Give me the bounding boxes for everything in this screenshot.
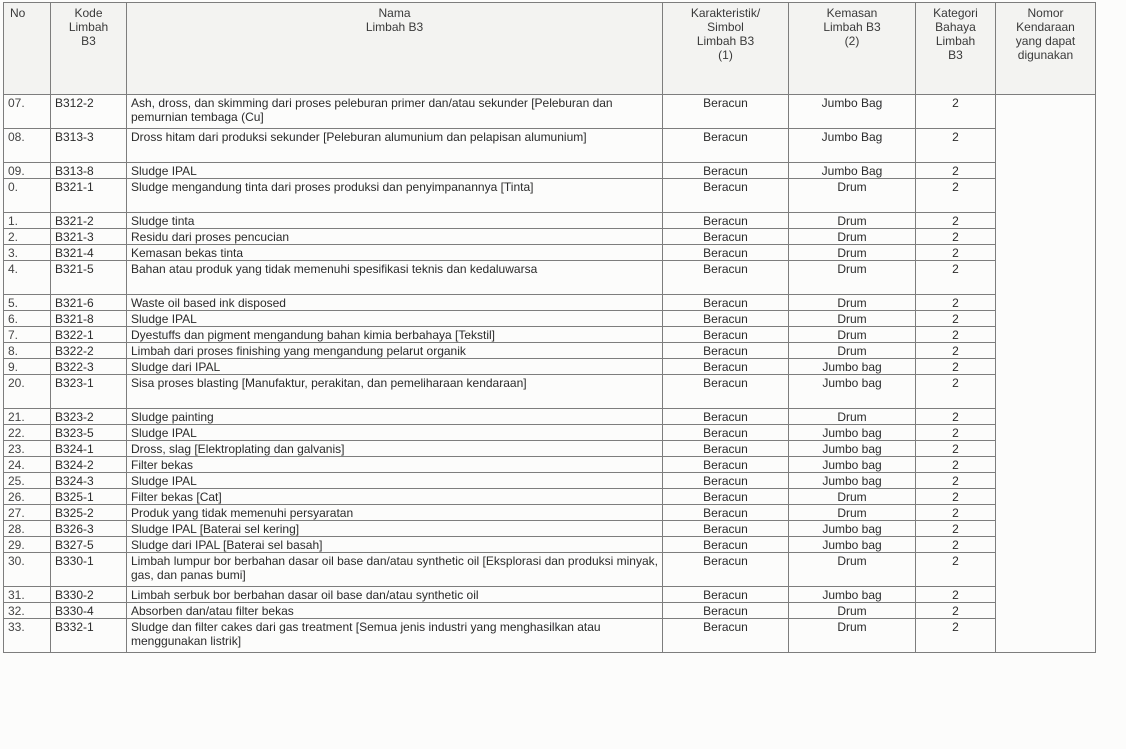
row-no-cell: 9. xyxy=(4,359,51,375)
table-row xyxy=(4,619,1096,653)
table-row xyxy=(4,603,1096,619)
row-no-cell: 5. xyxy=(4,295,51,311)
row-name-cell: Produk yang tidak memenuhi persyaratan xyxy=(127,505,663,521)
row-name-cell: Dross, slag [Elektroplating dan galvanis] xyxy=(127,441,663,457)
row-code-cell: B326-3 xyxy=(51,521,127,537)
table-row xyxy=(4,229,1096,245)
row-no-cell: 2. xyxy=(4,229,51,245)
table-row xyxy=(4,163,1096,179)
row-category-cell: 2 xyxy=(916,343,996,359)
row-category-cell: 2 xyxy=(916,179,996,213)
table-body xyxy=(4,95,1096,653)
row-name-cell: Filter bekas xyxy=(127,457,663,473)
row-packaging-cell: Jumbo bag xyxy=(789,441,916,457)
row-packaging-cell: Drum xyxy=(789,505,916,521)
row-code-cell: B325-1 xyxy=(51,489,127,505)
row-characteristic-cell: Beracun xyxy=(663,213,789,229)
row-name-cell: Sludge IPAL xyxy=(127,473,663,489)
row-category-cell: 2 xyxy=(916,489,996,505)
row-name-cell: Sludge tinta xyxy=(127,213,663,229)
header-no: No xyxy=(4,3,51,95)
row-name-cell: Sludge IPAL xyxy=(127,163,663,179)
row-packaging-cell: Jumbo bag xyxy=(789,473,916,489)
row-no-cell: 25. xyxy=(4,473,51,489)
row-packaging-cell: Jumbo Bag xyxy=(789,129,916,163)
row-name-cell: Limbah lumpur bor berbahan dasar oil base dan/atau synthetic oil [Eksplorasi dan produksi minyak, gas, dan panas bumi] xyxy=(127,553,663,587)
row-category-cell: 2 xyxy=(916,213,996,229)
row-packaging-cell: Drum xyxy=(789,409,916,425)
row-no-cell: 31. xyxy=(4,587,51,603)
row-no-cell: 32. xyxy=(4,603,51,619)
row-name-cell: Ash, dross, dan skimming dari proses peleburan primer dan/atau sekunder [Peleburan dan pemurnian tembaga (Cu] xyxy=(127,95,663,129)
row-code-cell: B323-2 xyxy=(51,409,127,425)
table-row xyxy=(4,425,1096,441)
row-characteristic-cell: Beracun xyxy=(663,553,789,587)
row-category-cell: 2 xyxy=(916,505,996,521)
row-name-cell: Sludge dari IPAL xyxy=(127,359,663,375)
row-name-cell: Sludge IPAL [Baterai sel kering] xyxy=(127,521,663,537)
row-code-cell: B321-5 xyxy=(51,261,127,295)
row-name-cell: Sludge mengandung tinta dari proses produksi dan penyimpanannya [Tinta] xyxy=(127,179,663,213)
row-packaging-cell: Jumbo Bag xyxy=(789,95,916,129)
table-row xyxy=(4,505,1096,521)
row-packaging-cell: Drum xyxy=(789,261,916,295)
row-packaging-cell: Drum xyxy=(789,295,916,311)
row-packaging-cell: Drum xyxy=(789,179,916,213)
table-row xyxy=(4,441,1096,457)
row-characteristic-cell: Beracun xyxy=(663,179,789,213)
row-no-cell: 8. xyxy=(4,343,51,359)
row-code-cell: B321-6 xyxy=(51,295,127,311)
row-characteristic-cell: Beracun xyxy=(663,425,789,441)
row-no-cell: 09. xyxy=(4,163,51,179)
row-packaging-cell: Jumbo bag xyxy=(789,457,916,473)
row-no-cell: 26. xyxy=(4,489,51,505)
row-packaging-cell: Drum xyxy=(789,229,916,245)
row-name-cell: Residu dari proses pencucian xyxy=(127,229,663,245)
row-code-cell: B313-3 xyxy=(51,129,127,163)
row-packaging-cell: Drum xyxy=(789,343,916,359)
row-name-cell: Sludge painting xyxy=(127,409,663,425)
row-code-cell: B321-4 xyxy=(51,245,127,261)
row-code-cell: B332-1 xyxy=(51,619,127,653)
row-category-cell: 2 xyxy=(916,261,996,295)
hazardous-waste-table xyxy=(3,2,1096,653)
row-name-cell: Sludge dan filter cakes dari gas treatment [Semua jenis industri yang menghasilkan atau menggunakan listrik] xyxy=(127,619,663,653)
table-row xyxy=(4,553,1096,587)
row-category-cell: 2 xyxy=(916,295,996,311)
row-category-cell: 2 xyxy=(916,359,996,375)
row-code-cell: B324-2 xyxy=(51,457,127,473)
row-characteristic-cell: Beracun xyxy=(663,343,789,359)
table-row xyxy=(4,375,1096,409)
row-vehicle-cell xyxy=(996,95,1096,653)
row-packaging-cell: Jumbo bag xyxy=(789,537,916,553)
table-row xyxy=(4,261,1096,295)
row-characteristic-cell: Beracun xyxy=(663,409,789,425)
row-code-cell: B330-1 xyxy=(51,553,127,587)
row-code-cell: B313-8 xyxy=(51,163,127,179)
table-row xyxy=(4,327,1096,343)
header-code: Kode Limbah B3 xyxy=(51,3,127,95)
row-category-cell: 2 xyxy=(916,163,996,179)
row-packaging-cell: Jumbo bag xyxy=(789,359,916,375)
row-category-cell: 2 xyxy=(916,537,996,553)
row-characteristic-cell: Beracun xyxy=(663,311,789,327)
row-characteristic-cell: Beracun xyxy=(663,441,789,457)
row-packaging-cell: Jumbo bag xyxy=(789,375,916,409)
row-characteristic-cell: Beracun xyxy=(663,245,789,261)
row-name-cell: Filter bekas [Cat] xyxy=(127,489,663,505)
table-row xyxy=(4,295,1096,311)
row-characteristic-cell: Beracun xyxy=(663,473,789,489)
table-row xyxy=(4,521,1096,537)
row-characteristic-cell: Beracun xyxy=(663,163,789,179)
row-characteristic-cell: Beracun xyxy=(663,603,789,619)
table-row xyxy=(4,457,1096,473)
row-no-cell: 07. xyxy=(4,95,51,129)
row-no-cell: 28. xyxy=(4,521,51,537)
row-category-cell: 2 xyxy=(916,619,996,653)
row-name-cell: Sludge dari IPAL [Baterai sel basah] xyxy=(127,537,663,553)
row-no-cell: 1. xyxy=(4,213,51,229)
row-code-cell: B324-1 xyxy=(51,441,127,457)
table-row xyxy=(4,489,1096,505)
header-row xyxy=(4,3,1096,95)
row-category-cell: 2 xyxy=(916,425,996,441)
row-packaging-cell: Drum xyxy=(789,245,916,261)
row-no-cell: 23. xyxy=(4,441,51,457)
row-category-cell: 2 xyxy=(916,375,996,409)
header-category: Kategori Bahaya Limbah B3 xyxy=(916,3,996,95)
row-category-cell: 2 xyxy=(916,473,996,489)
row-no-cell: 24. xyxy=(4,457,51,473)
row-code-cell: B330-2 xyxy=(51,587,127,603)
row-characteristic-cell: Beracun xyxy=(663,261,789,295)
table-row xyxy=(4,95,1096,129)
row-category-cell: 2 xyxy=(916,129,996,163)
row-packaging-cell: Drum xyxy=(789,619,916,653)
row-packaging-cell: Drum xyxy=(789,553,916,587)
row-code-cell: B321-1 xyxy=(51,179,127,213)
row-name-cell: Sludge IPAL xyxy=(127,425,663,441)
row-category-cell: 2 xyxy=(916,457,996,473)
row-name-cell: Sisa proses blasting [Manufaktur, perakitan, dan pemeliharaan kendaraan] xyxy=(127,375,663,409)
row-characteristic-cell: Beracun xyxy=(663,537,789,553)
header-name: Nama Limbah B3 xyxy=(127,3,663,95)
table-row xyxy=(4,537,1096,553)
row-category-cell: 2 xyxy=(916,521,996,537)
table-row xyxy=(4,343,1096,359)
header-characteristic: Karakteristik/ Simbol Limbah B3 (1) xyxy=(663,3,789,95)
row-name-cell: Waste oil based ink disposed xyxy=(127,295,663,311)
row-code-cell: B330-4 xyxy=(51,603,127,619)
row-code-cell: B323-1 xyxy=(51,375,127,409)
row-name-cell: Dyestuffs dan pigment mengandung bahan kimia berbahaya [Tekstil] xyxy=(127,327,663,343)
table-row xyxy=(4,473,1096,489)
row-category-cell: 2 xyxy=(916,95,996,129)
row-code-cell: B322-2 xyxy=(51,343,127,359)
row-category-cell: 2 xyxy=(916,409,996,425)
row-no-cell: 29. xyxy=(4,537,51,553)
row-characteristic-cell: Beracun xyxy=(663,505,789,521)
row-characteristic-cell: Beracun xyxy=(663,489,789,505)
row-packaging-cell: Jumbo bag xyxy=(789,587,916,603)
row-characteristic-cell: Beracun xyxy=(663,327,789,343)
row-code-cell: B321-3 xyxy=(51,229,127,245)
row-characteristic-cell: Beracun xyxy=(663,521,789,537)
row-characteristic-cell: Beracun xyxy=(663,129,789,163)
row-no-cell: 3. xyxy=(4,245,51,261)
header-vehicle: Nomor Kendaraan yang dapat digunakan xyxy=(996,3,1096,95)
row-no-cell: 20. xyxy=(4,375,51,409)
row-category-cell: 2 xyxy=(916,441,996,457)
row-category-cell: 2 xyxy=(916,245,996,261)
row-code-cell: B324-3 xyxy=(51,473,127,489)
row-code-cell: B321-2 xyxy=(51,213,127,229)
row-category-cell: 2 xyxy=(916,229,996,245)
row-no-cell: 27. xyxy=(4,505,51,521)
row-characteristic-cell: Beracun xyxy=(663,295,789,311)
row-no-cell: 7. xyxy=(4,327,51,343)
row-packaging-cell: Drum xyxy=(789,327,916,343)
row-name-cell: Limbah dari proses finishing yang mengandung pelarut organik xyxy=(127,343,663,359)
row-no-cell: 33. xyxy=(4,619,51,653)
row-category-cell: 2 xyxy=(916,327,996,343)
table-row xyxy=(4,245,1096,261)
row-packaging-cell: Drum xyxy=(789,311,916,327)
row-characteristic-cell: Beracun xyxy=(663,587,789,603)
row-name-cell: Absorben dan/atau filter bekas xyxy=(127,603,663,619)
table-row xyxy=(4,213,1096,229)
row-category-cell: 2 xyxy=(916,553,996,587)
row-no-cell: 21. xyxy=(4,409,51,425)
row-code-cell: B322-1 xyxy=(51,327,127,343)
row-name-cell: Kemasan bekas tinta xyxy=(127,245,663,261)
row-code-cell: B321-8 xyxy=(51,311,127,327)
row-category-cell: 2 xyxy=(916,587,996,603)
table-row xyxy=(4,587,1096,603)
row-no-cell: 0. xyxy=(4,179,51,213)
row-characteristic-cell: Beracun xyxy=(663,229,789,245)
row-code-cell: B312-2 xyxy=(51,95,127,129)
row-no-cell: 30. xyxy=(4,553,51,587)
row-packaging-cell: Jumbo bag xyxy=(789,425,916,441)
row-no-cell: 6. xyxy=(4,311,51,327)
row-name-cell: Sludge IPAL xyxy=(127,311,663,327)
row-characteristic-cell: Beracun xyxy=(663,375,789,409)
row-characteristic-cell: Beracun xyxy=(663,359,789,375)
row-name-cell: Dross hitam dari produksi sekunder [Peleburan alumunium dan pelapisan alumunium] xyxy=(127,129,663,163)
row-category-cell: 2 xyxy=(916,311,996,327)
row-code-cell: B322-3 xyxy=(51,359,127,375)
row-packaging-cell: Jumbo bag xyxy=(789,521,916,537)
header-packaging: Kemasan Limbah B3 (2) xyxy=(789,3,916,95)
row-no-cell: 4. xyxy=(4,261,51,295)
table-row xyxy=(4,179,1096,213)
row-packaging-cell: Drum xyxy=(789,213,916,229)
table-row xyxy=(4,409,1096,425)
table-row xyxy=(4,129,1096,163)
row-packaging-cell: Drum xyxy=(789,603,916,619)
row-category-cell: 2 xyxy=(916,603,996,619)
row-code-cell: B327-5 xyxy=(51,537,127,553)
row-no-cell: 08. xyxy=(4,129,51,163)
table-row xyxy=(4,311,1096,327)
row-name-cell: Bahan atau produk yang tidak memenuhi spesifikasi teknis dan kedaluwarsa xyxy=(127,261,663,295)
table-row xyxy=(4,359,1096,375)
row-packaging-cell: Drum xyxy=(789,489,916,505)
row-characteristic-cell: Beracun xyxy=(663,95,789,129)
row-name-cell: Limbah serbuk bor berbahan dasar oil base dan/atau synthetic oil xyxy=(127,587,663,603)
row-packaging-cell: Jumbo Bag xyxy=(789,163,916,179)
row-no-cell: 22. xyxy=(4,425,51,441)
row-code-cell: B323-5 xyxy=(51,425,127,441)
row-code-cell: B325-2 xyxy=(51,505,127,521)
row-characteristic-cell: Beracun xyxy=(663,619,789,653)
row-characteristic-cell: Beracun xyxy=(663,457,789,473)
